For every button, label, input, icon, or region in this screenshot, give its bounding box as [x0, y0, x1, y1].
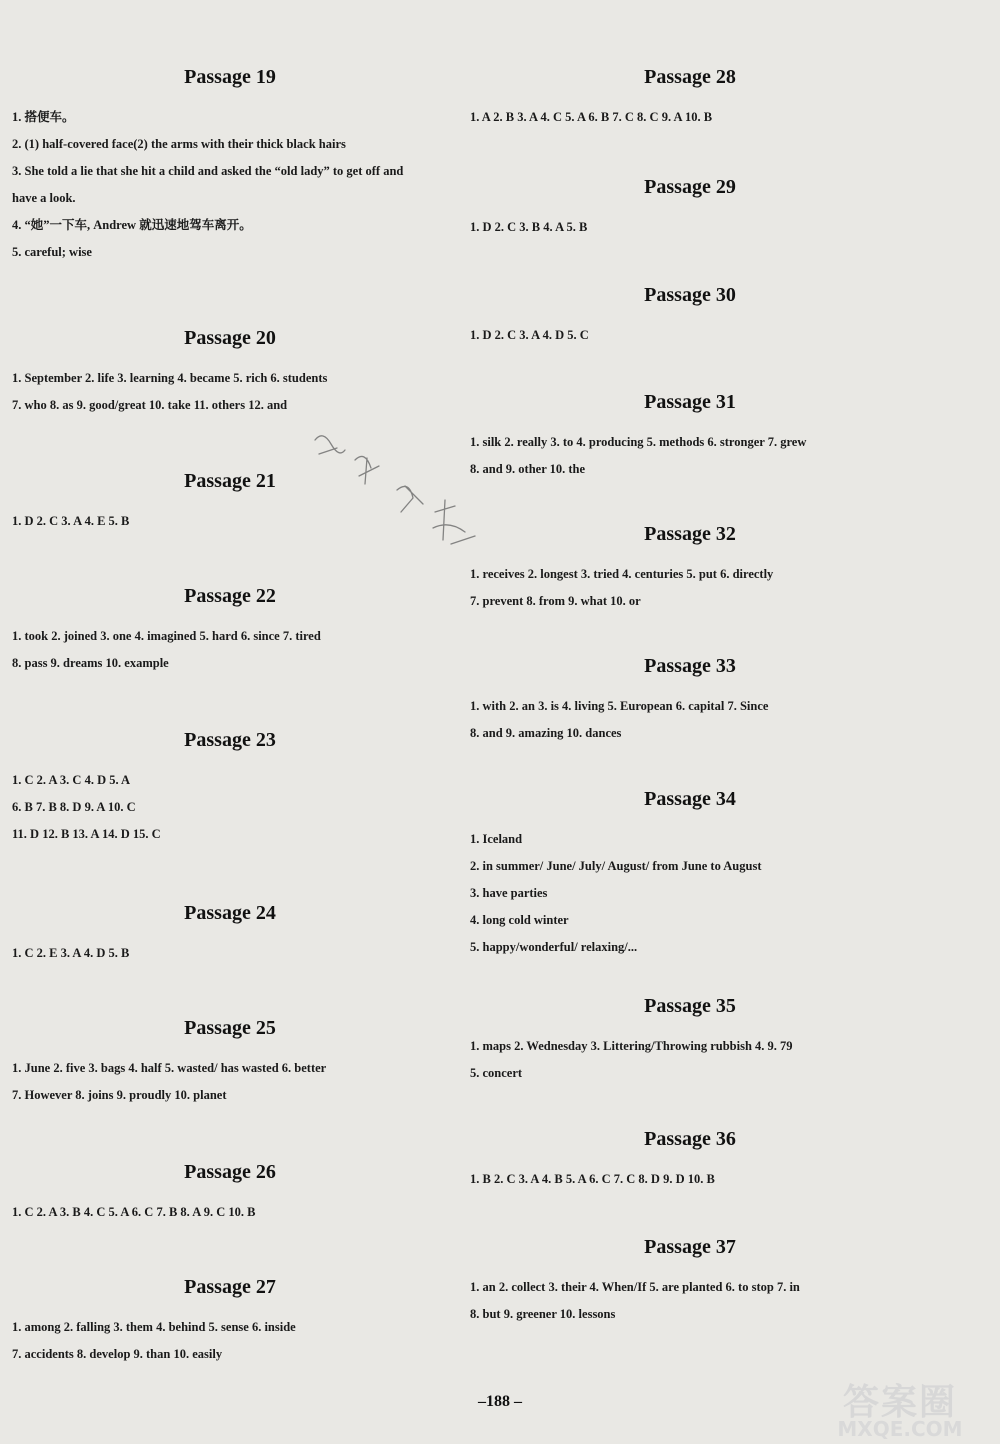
answer-line: 1. silk 2. really 3. to 4. producing 5. methods 6. stronger 7. grew — [470, 435, 807, 449]
left-column — [0, 0, 460, 1380]
passage-title: Passage 28 — [644, 66, 736, 88]
answer-line: 7. prevent 8. from 9. what 10. or — [470, 594, 641, 608]
answer-line: 5. happy/wonderful/ relaxing/... — [470, 940, 638, 954]
answer-line: 6. B 7. B 8. D 9. A 10. C — [12, 800, 136, 814]
passage-title: Passage 32 — [644, 523, 736, 545]
answer-lines — [12, 1314, 460, 1368]
answer-line: 5. careful; wise — [12, 245, 92, 259]
passage-title: Passage 26 — [184, 1161, 276, 1183]
passage-title: Passage 24 — [184, 902, 276, 924]
answer-line: 1. among 2. falling 3. them 4. behind 5. sense 6. inside — [12, 1320, 296, 1334]
answer-line: 1. Iceland — [470, 832, 523, 846]
passage-title: Passage 22 — [184, 585, 276, 607]
answer-lines — [12, 365, 460, 419]
passage-title: Passage 20 — [184, 327, 276, 349]
passage-title: Passage 35 — [644, 995, 736, 1017]
answer-line: 7. accidents 8. develop 9. than 10. easily — [12, 1347, 223, 1361]
answer-line: 1. C 2. A 3. B 4. C 5. A 6. C 7. B 8. A 9. C 10. B — [12, 1205, 256, 1219]
answer-line: 7. However 8. joins 9. proudly 10. planet — [12, 1088, 227, 1102]
answer-line: 1. D 2. C 3. B 4. A 5. B — [470, 220, 588, 234]
answer-line: 5. concert — [470, 1066, 523, 1080]
answer-line: 1. A 2. B 3. A 4. C 5. A 6. B 7. C 8. C 9. A 10. B — [470, 110, 713, 124]
answer-line: 8. and 9. other 10. the — [470, 462, 586, 476]
answer-lines — [12, 104, 460, 266]
answer-lines — [470, 561, 920, 615]
passage-title: Passage 36 — [644, 1128, 736, 1150]
watermark-brand: 答案圈 — [842, 1382, 957, 1423]
answer-line: 2. (1) half-covered face(2) the arms with their thick black hairs — [12, 137, 346, 151]
answer-line: 1. D 2. C 3. A 4. E 5. B — [12, 514, 130, 528]
answer-lines — [12, 1199, 460, 1226]
right-column — [460, 0, 920, 1380]
answer-lines — [12, 1055, 460, 1109]
answer-line: 1. B 2. C 3. A 4. B 5. A 6. C 7. C 8. D 9. D 10. B — [470, 1172, 715, 1186]
answer-line: have a look. — [12, 191, 76, 205]
answer-lines — [12, 940, 460, 967]
answer-lines — [470, 826, 920, 961]
answer-line: 1. C 2. A 3. C 4. D 5. A — [12, 773, 131, 787]
passage-title: Passage 33 — [644, 655, 736, 677]
passage-title: Passage 34 — [644, 788, 736, 810]
answer-line: 1. took 2. joined 3. one 4. imagined 5. hard 6. since 7. tired — [12, 629, 321, 643]
answer-line: 8. pass 9. dreams 10. example — [12, 656, 169, 670]
answer-line: 4. long cold winter — [470, 913, 569, 927]
answer-lines — [470, 1274, 920, 1328]
answer-line: 11. D 12. B 13. A 14. D 15. C — [12, 827, 161, 841]
passage-title: Passage 27 — [184, 1276, 276, 1298]
answer-lines — [470, 214, 920, 241]
answer-line: 7. who 8. as 9. good/great 10. take 11. others 12. and — [12, 398, 288, 412]
site-watermark — [810, 1384, 990, 1440]
answer-line: 1. June 2. five 3. bags 4. half 5. wasted/ has wasted 6. better — [12, 1061, 327, 1075]
answer-line: 1. with 2. an 3. is 4. living 5. European 6. capital 7. Since — [470, 699, 769, 713]
answer-lines — [12, 767, 460, 848]
answer-line: 1. D 2. C 3. A 4. D 5. C — [470, 328, 589, 342]
passage-title: Passage 19 — [184, 66, 276, 88]
answer-lines — [470, 429, 920, 483]
answer-line: 2. in summer/ June/ July/ August/ from June to August — [470, 859, 762, 873]
answer-lines — [470, 693, 920, 747]
answer-line: 4. “她”一下车, Andrew 就迅速地驾车离开。 — [12, 218, 252, 232]
answer-line: 1. receives 2. longest 3. tried 4. centuries 5. put 6. directly — [470, 567, 774, 581]
answer-line: 1. maps 2. Wednesday 3. Littering/Throwing rubbish 4. 9. 79 — [470, 1039, 793, 1053]
answer-line: 1. an 2. collect 3. their 4. When/If 5. are planted 6. to stop 7. in — [470, 1280, 800, 1294]
answer-line: 1. 搭便车。 — [12, 110, 75, 124]
passage-title: Passage 37 — [644, 1236, 736, 1258]
answer-line: 8. but 9. greener 10. lessons — [470, 1307, 616, 1321]
passage-title: Passage 31 — [644, 391, 736, 413]
answer-line: 3. have parties — [470, 886, 548, 900]
page-number: –188 – — [478, 1393, 522, 1410]
answer-line: 1. C 2. E 3. A 4. D 5. B — [12, 946, 130, 960]
passage-title: Passage 23 — [184, 729, 276, 751]
answer-lines — [470, 104, 920, 131]
passage-title: Passage 29 — [644, 176, 736, 198]
watermark-url: MXQE.COM — [837, 1417, 963, 1441]
handwritten-scribble — [305, 420, 505, 580]
passage-title: Passage 21 — [184, 470, 276, 492]
answer-line: 8. and 9. amazing 10. dances — [470, 726, 622, 740]
answer-lines — [12, 623, 460, 677]
answer-line: 1. September 2. life 3. learning 4. became 5. rich 6. students — [12, 371, 328, 385]
answer-lines — [470, 1033, 920, 1087]
passage-title: Passage 25 — [184, 1017, 276, 1039]
answer-lines — [470, 322, 920, 349]
passage-title: Passage 30 — [644, 284, 736, 306]
answer-line: 3. She told a lie that she hit a child and asked the “old lady” to get off and — [12, 164, 404, 178]
answer-lines — [470, 1166, 920, 1193]
